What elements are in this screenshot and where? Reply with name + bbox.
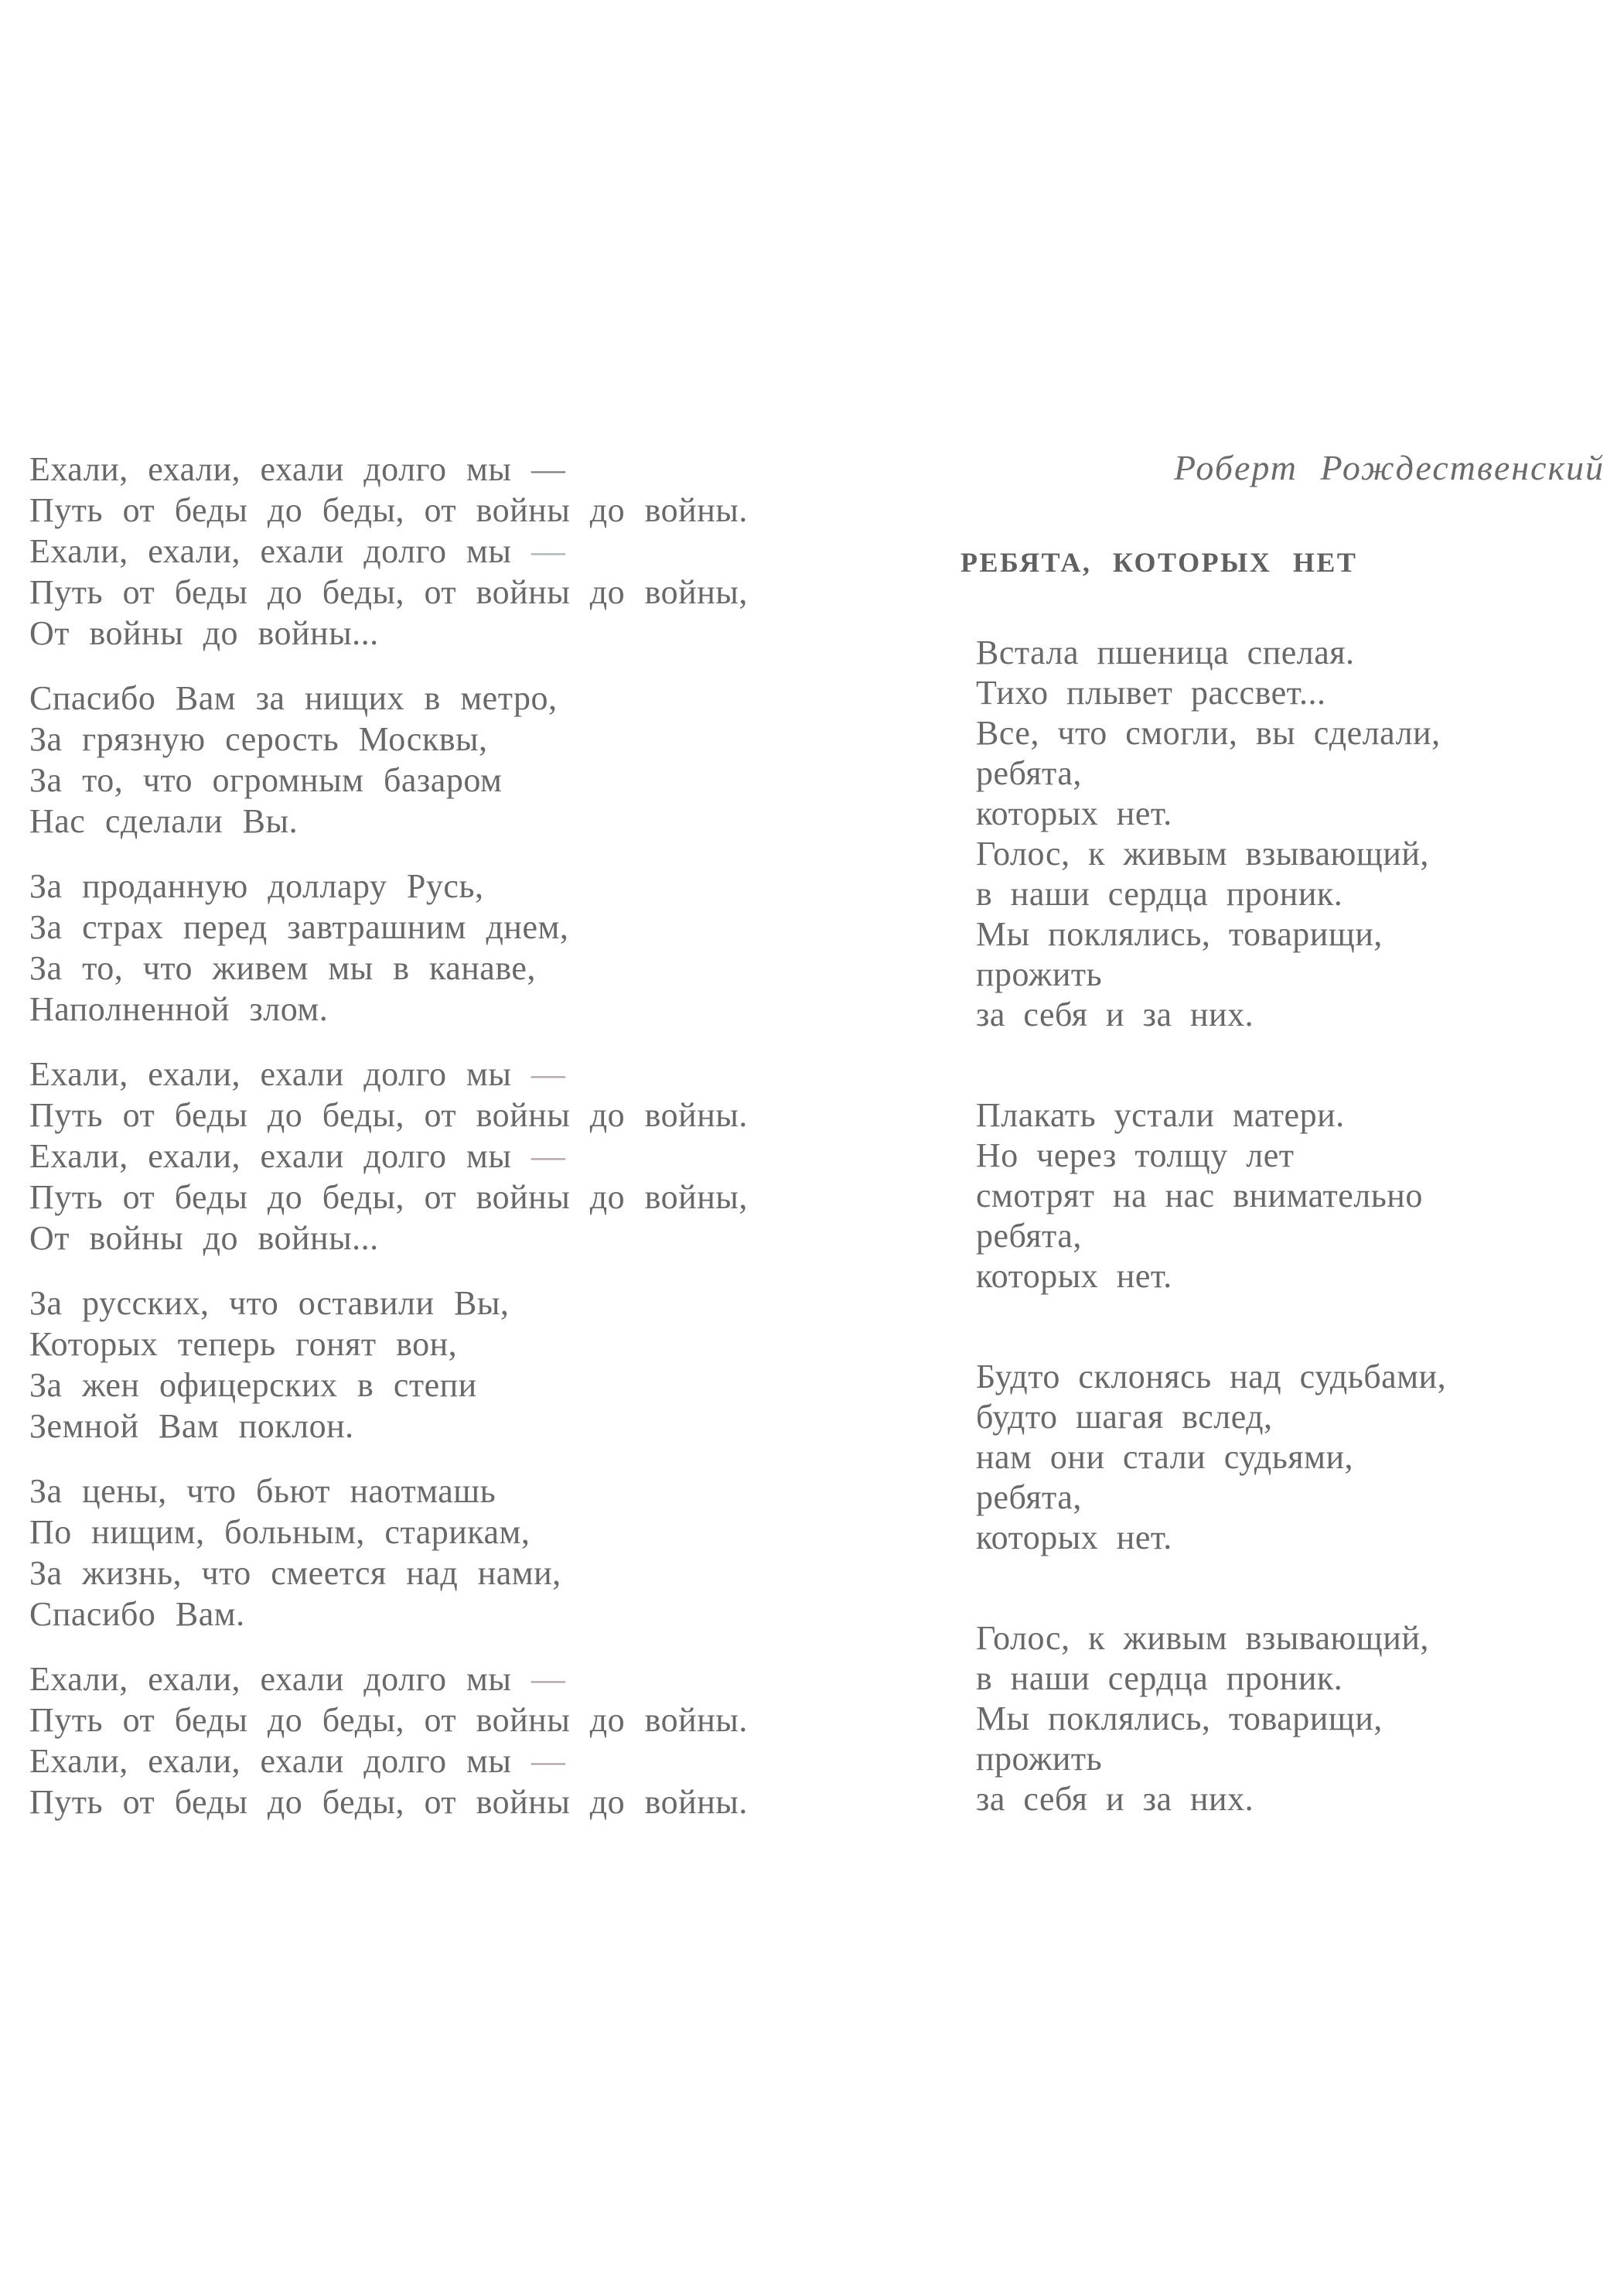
poem-line-text: Ехали, ехали, ехали долго мы [29, 1660, 531, 1698]
stanza [976, 633, 1446, 1035]
faded-dash: — [531, 1055, 566, 1093]
poem-line: которых нет. [976, 1518, 1172, 1556]
poem-line [29, 1136, 748, 1177]
poem-line: За жен офицерских в степи [29, 1366, 477, 1404]
poem-line: Но через толщу лет [976, 1136, 1295, 1174]
poem-line: Путь от беды до беды, от войны до войны. [29, 1701, 748, 1739]
poem-line: нам они стали судьями, [976, 1438, 1353, 1476]
poem-line: Встала пшеница спелая. [976, 634, 1355, 671]
poem-line: за себя и за них. [976, 1780, 1254, 1818]
poem-line: будто шагая вслед, [976, 1398, 1273, 1436]
stanza [29, 678, 748, 842]
poem-line: За жизнь, что смеется над нами, [29, 1554, 561, 1592]
poem-line: ребята, [976, 1217, 1082, 1255]
poem-line: Путь от беды до беды, от войны до войны, [29, 1178, 748, 1216]
poem-line [29, 449, 748, 490]
poem-line [29, 1054, 748, 1095]
poem-line: в наши сердца проник. [976, 1659, 1343, 1697]
stanza [976, 1357, 1446, 1558]
poem-line: За проданную доллару Русь, [29, 867, 484, 905]
poem-line: которых нет. [976, 794, 1172, 832]
author-line: Роберт Рождественский [1174, 448, 1605, 487]
poem-line-text: Ехали, ехали, ехали долго мы [29, 532, 531, 570]
poem-line: Все, что смогли, вы сделали, [976, 714, 1441, 752]
poem-line: смотрят на нас внимательно [976, 1177, 1423, 1214]
poem-line-text: Ехали, ехали, ехали долго мы [29, 1742, 531, 1780]
poem-line: Голос, к живым взывающий, [976, 835, 1429, 873]
poem-line: Нас сделали Вы. [29, 802, 299, 840]
poem-line: Голос, к живым взывающий, [976, 1619, 1429, 1657]
poem-line-text: Ехали, ехали, ехали долго мы [29, 1055, 531, 1093]
poem-line: За цены, что бьют наотмашь [29, 1472, 496, 1510]
poem-line: Спасибо Вам за нищих в метро, [29, 679, 558, 717]
stanza [976, 1618, 1446, 1819]
poem-line [29, 1659, 748, 1700]
stanza [29, 1283, 748, 1447]
poem-line: в наши сердца проник. [976, 875, 1343, 913]
poem-line: за себя и за них. [976, 996, 1254, 1033]
poem-line: Путь от беды до беды, от войны до войны. [29, 491, 748, 529]
stanza [29, 1659, 748, 1823]
poem-line: которых нет. [976, 1257, 1172, 1295]
poem-line: За грязную серость Москвы, [29, 720, 488, 758]
poem-line: Путь от беды до беды, от войны до войны. [29, 1783, 748, 1821]
poem-line: Наполненной злом. [29, 990, 329, 1028]
poem-line: За русских, что оставили Вы, [29, 1284, 510, 1322]
faded-dash: — [531, 450, 566, 488]
poem-line: Мы поклялись, товарищи, [976, 1700, 1383, 1737]
faded-dash: — [531, 1137, 566, 1175]
poem-line: Путь от беды до беды, от войны до войны. [29, 1096, 748, 1134]
poem-line: От войны до войны... [29, 614, 379, 652]
faded-dash: — [531, 1742, 566, 1780]
poem-line: ребята, [976, 1478, 1082, 1516]
poem-line: прожить [976, 1740, 1103, 1778]
poem-line: Которых теперь гонят вон, [29, 1325, 458, 1363]
poem-line: За страх перед завтрашним днем, [29, 908, 569, 946]
poem-line: По нищим, больным, старикам, [29, 1513, 531, 1551]
poem-line: Плакать устали матери. [976, 1096, 1345, 1134]
stanza [29, 866, 748, 1030]
poem-line: За то, что живем мы в канаве, [29, 949, 536, 987]
poem-line: От войны до войны... [29, 1219, 379, 1257]
stanza [976, 1095, 1446, 1296]
poem-line: ребята, [976, 754, 1082, 792]
poem-line: Тихо плывет рассвет... [976, 674, 1326, 712]
poem-line-text: Ехали, ехали, ехали долго мы [29, 1137, 531, 1175]
stanza [29, 1471, 748, 1635]
poem-line: Земной Вам поклон. [29, 1407, 354, 1445]
poem-line-text: Ехали, ехали, ехали долго мы [29, 450, 531, 488]
poem-line: Путь от беды до беды, от войны до войны, [29, 573, 748, 611]
poem-line: Мы поклялись, товарищи, [976, 915, 1383, 953]
faded-dash: — [531, 1660, 566, 1698]
poem-line: Спасибо Вам. [29, 1595, 245, 1633]
stanza [29, 1054, 748, 1259]
stanza [29, 449, 748, 654]
faded-dash: — [531, 532, 566, 570]
left-poem-column [29, 449, 748, 1846]
poem-title: РЕБЯТА, КОТОРЫХ НЕТ [960, 547, 1358, 578]
right-poem-column [976, 633, 1446, 1880]
poem-line: прожить [976, 955, 1103, 993]
poem-line [29, 1741, 748, 1782]
poem-line: Будто склонясь над судьбами, [976, 1358, 1447, 1396]
poem-line [29, 531, 748, 572]
poem-line: За то, что огромным базаром [29, 761, 503, 799]
